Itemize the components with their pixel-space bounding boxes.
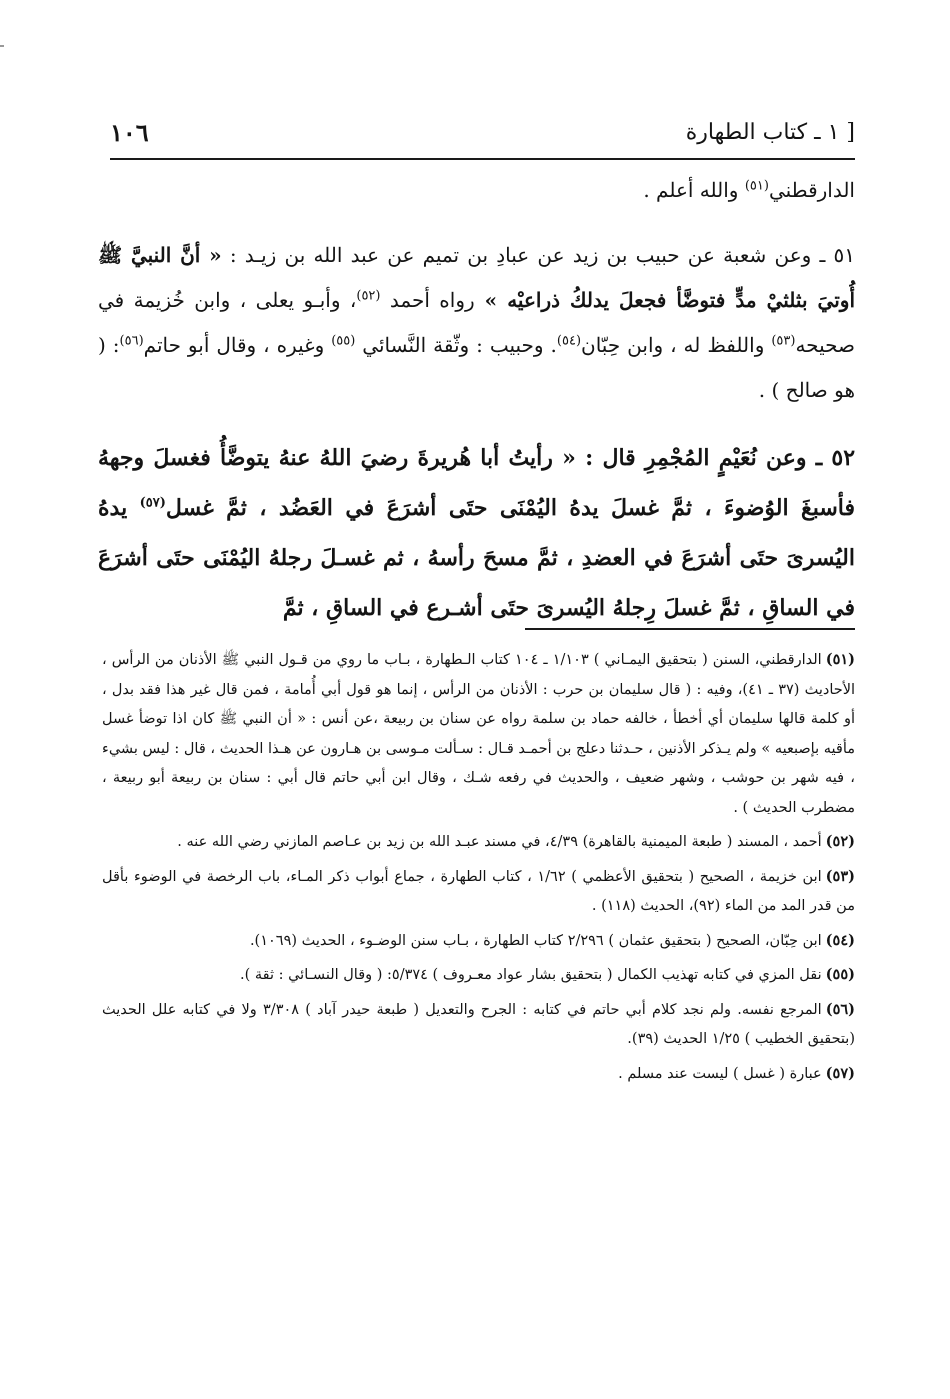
hadith-51-quote: « أنَّ النبيَّ ﷺ أُوتيَ بثلثيْ مدٍّ فتوضَّأ فجعلَ يدلكُ ذراعيْه »	[98, 243, 855, 312]
footnote-ref[interactable]: (٥٤)	[556, 333, 582, 349]
hadith-51: ٥١ ـ وعن شعبة عن حبيب بن زيد عن عبادِ بن تميم عن عبد الله بن زيـد : « أنَّ النبيَّ ﷺ أُوتيَ بثلثيْ مدٍّ فتوضَّأ فجعلَ يدلكُ ذراعيْه » رواه أحمد $^{(٥٢)}$، وأبـو يعلى ، وابن خُزيمة في صحيحه$^{(٥٣)}$ واللفظ له ، وابن حِبّان$^{(٥٤)}$. وحبيب : وثّقة النَّسائي $^{(٥٥)}$ وغيره ، وقال أبو حاتم$^{(٥٦)}$: ( هو صالح ) .	[98, 243, 855, 402]
running-title: [ ١ ـ كتاب الطهارة	[685, 120, 855, 145]
hadith-51-intro: ٥١ ـ وعن شعبة عن حبيب بن زيد عن عبادِ بن تميم عن عبد الله بن زيـد :	[221, 243, 855, 267]
footnote-55: (٥٥)نقل المزي في كتابه تهذيب الكمال ( بتحقيق بشار عواد معـروف ) ٥/٣٧٤: ( وقال النسـائي : ثقة ).	[239, 966, 855, 983]
footnote-53: (٥٣)ابن خزيمة ، الصحيح ( بتحقيق الأعظمي ) ١/٦٢ ، كتاب الطهارة ، جماع أبواب ذكر المـاء، باب الرخصة في الوضوء بأقل من قدر المد من الماء (٩٢)، الحديث (١١٨) .	[102, 867, 855, 914]
footnote-56: (٥٦)المرجع نفسه. ولم نجد كلام أبي حاتم في كتابه : الجرح والتعديل ( طبعة حيدر آباد ) ٣/٣٠٨ ولا في كتابه علل الحديث (بتحقيق الخطيب ) ١/٢٥ الحديث (٣٩).	[102, 1000, 856, 1047]
footnote-ref[interactable]: (٥٥)	[331, 333, 356, 349]
footnote-52: (٥٢)أحمد ، المسند ( طبعة الميمنية بالقاهرة) ٤/٣٩، في مسند عبـد الله بن زيد بن عـاصم المازني رضي الله عنه .	[177, 833, 855, 850]
footnote-ref[interactable]: (٥٧)	[139, 495, 166, 511]
hadith-52-quote-a: « رأيتُ أبا هُريرةَ رضيَ اللهُ عنهُ يتوضَّأُ فغسلَ وجههُ فأسبغَ الوُضوءَ ، ثمَّ غسلَ يدهُ اليُمْنَى حتَى أشرَعَ في العَضُد ، ثمَّ غسل	[98, 445, 855, 521]
page-number: ١٠٦	[110, 118, 149, 147]
hadith-52	[98, 433, 855, 633]
footnote-ref[interactable]: (٥٢)	[356, 288, 381, 304]
footnote-57: (٥٧)عبارة ( غسل ) ليست عند مسلم .	[618, 1064, 855, 1082]
footnote-ref[interactable]: (٥١)	[744, 178, 769, 194]
page-header	[110, 118, 855, 160]
footnote-ref[interactable]: (٥٣)	[771, 333, 796, 349]
footnote-51: (٥١)الدارقطني، السنن ( بتحقيق اليمـاني ) ١/١٠٣ ـ ١٠٤ كتاب الـطهارة ، بـاب ما روي من قـول النبي ﷺ الأذنان من الرأس ، الأحاديث (٣٧ ـ ٤١)، وفيه : ( قال سليمان بن حرب : الأذنان من الرأس ، إنما هو قول أبي أُمامة ، فمن قال غير هذا فقد بدل ، أو كلمة قالها سليمان أي أخطأ ، خالفه حماد بن سلمة رواه عن سنان بن ربيعة ،عن أنس : « أن النبي ﷺ كان اذا توضأ غسل مأقيه بإصبعيه » ولم يـذكر الأذنين ، حـدثنا دعلج بن أحمـد قـال : سـألت مـوسى بن هـارون عن هـذا الحديث ، قال : ليس بشيء ، فيه شهر بن حوشب ، وشهر ضعيف ، والحديث في رفعه شـك ، وقال ابن أبي حاتم قال أبي : سنان بن ربيعة أبو ربيعة ، مضطرب الحديث ) .	[102, 651, 856, 816]
hadith-52-intro: ٥٢ ـ وعن نُعَيْمٍ المُجْمِرِ قال :	[575, 445, 856, 471]
paragraph-prev: الدارقطني$^{(٥١)}$ والله أعلم .	[643, 178, 855, 202]
scan-mark	[0, 45, 4, 47]
footnote-separator	[525, 628, 855, 630]
footnote-ref[interactable]: (٥٦)	[119, 333, 144, 349]
footnote-54: (٥٤)ابن حِبّان، الصحيح ( بتحقيق عثمان ) ٢/٢٩٦ كتاب الطهارة ، بـاب سنن الوضـوء ، الحديث (١٠٦٩).	[249, 931, 855, 949]
footnotes	[102, 645, 855, 1093]
main-text	[98, 168, 855, 633]
hadith-52-quote-b: يدهُ اليُسرىَ حتَى أشرَعَ في العضدِ ، ثمَّ مسحَ رأسهُ ، ثم غسـلَ رجلهُ اليُمْنَى حتَى أشرَعَ في الساقِ ، ثمَّ غسلَ رِجلهُ اليُسرىَ حتَى أشـرع في الساقِ ، ثمَّ	[98, 495, 855, 621]
